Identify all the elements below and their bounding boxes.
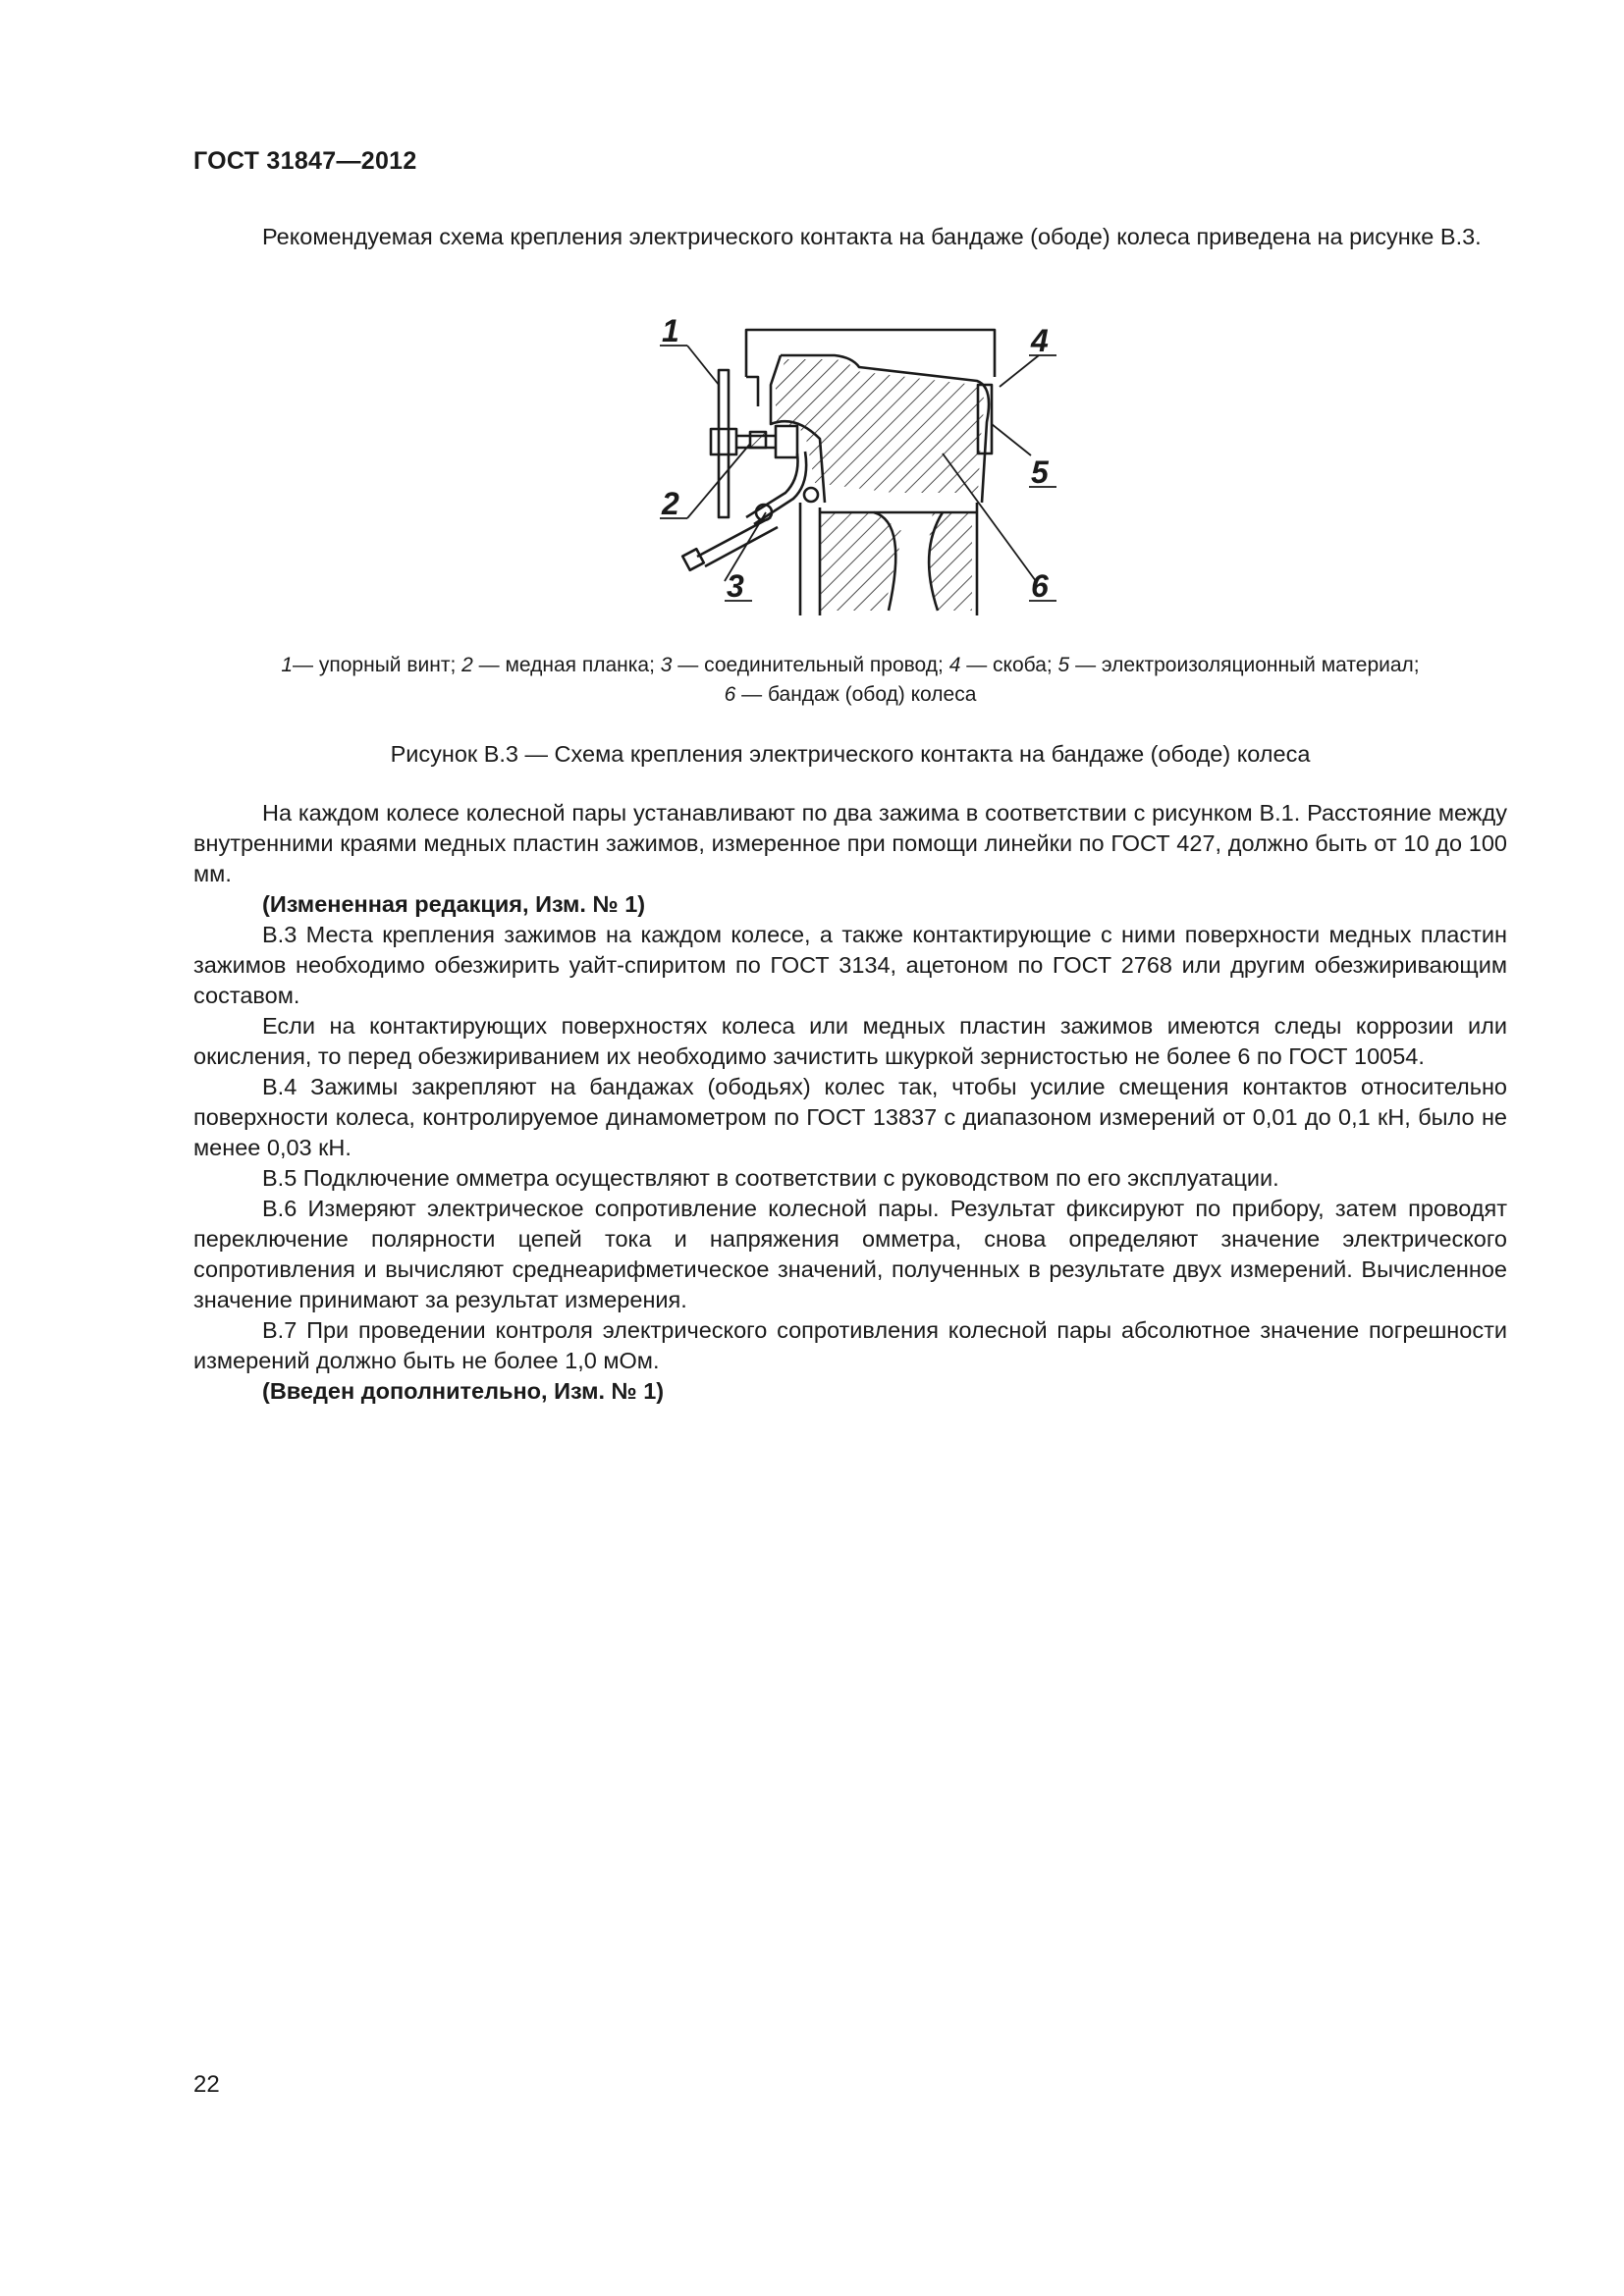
callout-1: 1 [662,316,679,348]
page-number: 22 [193,2071,220,2098]
figure-legend [193,651,1507,710]
paragraph-corrosion: Если на контактирующих поверхностях колеса или медных пластин зажимов имеются следы коррозии или окисления, то перед обезжириванием их необходимо зачистить шкуркой зернистостью не более 6 по ГОСТ 10054. [193,1013,1507,1069]
callout-2: 2 [662,486,679,521]
legend-line-1: 1— упорный винт; 2 — медная планка; 3 — соединительный провод; 4 — скоба; 5 — электроизоляционный материал; [281,654,1420,676]
callout-3: 3 [727,568,744,604]
paragraph-b7: В.7 При проведении контроля электрического сопротивления колесной пары абсолютное значение погрешности измерений должно быть не более 1,0 мОм. [193,1317,1507,1373]
intro-paragraph: Рекомендуемая схема крепления электрического контакта на бандаже (ободе) колеса приведена на рисунке В.3. [262,224,1482,249]
legend-line-2: 6 — бандаж (обод) колеса [724,683,977,706]
amendment-note-1: (Измененная редакция, Изм. № 1) [262,891,646,917]
callout-4: 4 [1031,323,1049,358]
paragraph-b3: В.3 Места крепления зажимов на каждом колесе, а также контактирующие с ними поверхности медных пластин зажимов необходимо обезжирить уайт-спиритом по ГОСТ 3134, ацетоном по ГОСТ 2768 или другим обезжиривающим составом. [193,922,1507,1008]
screw-plate [719,370,729,517]
screw-head [711,429,736,454]
paragraph-clamps: На каждом колесе колесной пары устанавливают по два зажима в соответствии с рисунком В.1. Расстояние между внутренними краями медных пластин зажимов, измеренное при помощи линейки по ГОСТ 427, должно быть от 10 до 100 мм. [193,800,1507,886]
paragraph-b4: В.4 Зажимы закрепляют на бандажах (ободьях) колес так, чтобы усилие смещения контактов относительно поверхности колеса, контролируемое динамометром по ГОСТ 13837 с диапазоном измерений от 0,01 до 0,1 кН, было не менее 0,03 кН. [193,1074,1507,1160]
document-header: ГОСТ 31847—2012 [193,147,417,175]
figure-caption: Рисунок В.3 — Схема крепления электрического контакта на бандаже (ободе) колеса [390,741,1311,767]
paragraph-b5: В.5 Подключение омметра осуществляют в соответствии с руководством по его эксплуатации. [262,1165,1279,1191]
callout-6: 6 [1031,568,1049,604]
amendment-note-2: (Введен дополнительно, Изм. № 1) [262,1378,665,1404]
callout-5: 5 [1031,454,1049,490]
paragraph-b6: В.6 Измеряют электрическое сопротивление колесной пары. Результат фиксируют по прибору, затем проводят переключение полярности цепей тока и напряжения омметра, снова определяют значение электрического сопротивления и вычисляют среднеарифметическое значений, полученных в результате двух измерений. Вычисленное значение принимают за результат измерения. [193,1196,1507,1312]
figure-b3-clamp-diagram [648,316,1090,630]
nut [776,426,797,457]
copper-plate [746,454,798,517]
